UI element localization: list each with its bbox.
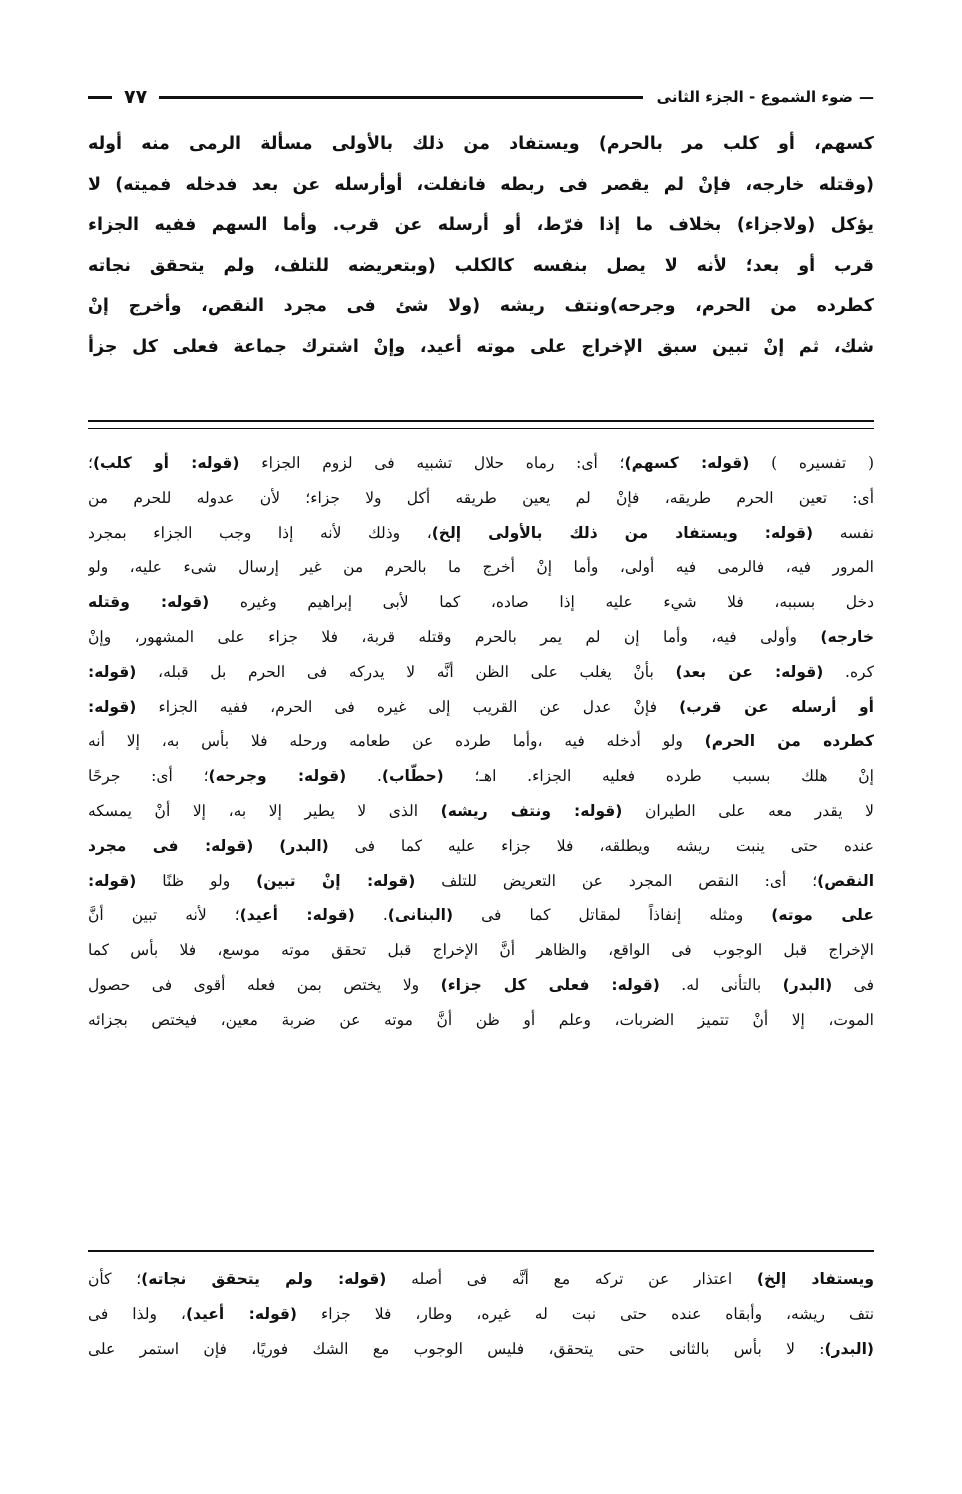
- quoted-lemma: (قوله: ويستفاد من ذلك بالأولى إلخ): [431, 523, 814, 542]
- commentary-segment: عنده حتى ينبت ريشه ويطلقه، فلا جزاء عليه كما فى: [328, 836, 874, 855]
- commentary-line: [88, 620, 874, 655]
- commentary-segment: ؛ كأن: [88, 1270, 142, 1288]
- main-line: كسهم، أو كلب مر بالحرم) ويستفاد من ذلك بالأولى مسألة الرمى منه أوله: [88, 134, 874, 154]
- quoted-lemma: (قوله:: [88, 662, 137, 681]
- commentary-segment: ( تفسيره ): [749, 454, 874, 472]
- commentary-segment: أى: تعين الحرم طريقه، فإنْ لم يعين طريقه أكل ولا جزاء؛ لأن عدوله للحرم من: [88, 488, 874, 507]
- marginal-commentary-text: [88, 1262, 874, 1366]
- divider: [88, 1250, 874, 1252]
- quoted-lemma: (البنانى): [387, 906, 454, 925]
- main-line: (وقتله خارجه، فإنْ لم يقصر فى ربطه فانفلت، أوأرسله عن بعد فدخله فميته) لا: [88, 174, 874, 195]
- quoted-lemma: (حطّاب): [381, 767, 444, 786]
- quoted-lemma: (قوله: كسهم): [624, 454, 750, 472]
- commentary-segment: بأنْ يغلب على الظن أنَّه لا يدركه فى الحرم بل قبله،: [136, 662, 676, 681]
- quoted-lemma: (قوله: فى مجرد: [88, 836, 254, 855]
- commentary-line: [88, 516, 874, 551]
- quoted-lemma: (قوله: فعلى كل جزاء): [440, 975, 660, 994]
- quoted-lemma: (قوله:: [88, 871, 137, 890]
- commentary-segment: ؛ لأنه تبين أنَّ: [88, 906, 240, 925]
- commentary-line: [88, 724, 874, 759]
- page-number: ٧٧: [124, 86, 148, 108]
- quoted-lemma: كطرده من الحرم): [704, 732, 874, 751]
- main-text: [88, 124, 874, 367]
- quoted-lemma: أو أرسله عن قرب): [679, 697, 874, 716]
- commentary-segment: فإنْ عدل عن القريب إلى غيره فى الحرم، ففيه الجزاء: [136, 697, 680, 716]
- commentary-segment: اعتذار عن تركه مع أنَّه فى أصله: [386, 1270, 757, 1288]
- main-line: يؤكل (ولاجزاء) بخلاف ما إذا فرّط، أو أرسله عن قرب. وأما السهم ففيه الجزاء: [88, 215, 874, 235]
- commentary-line: [88, 864, 874, 899]
- commentary-line: [88, 759, 874, 794]
- main-line: شك، ثم إنْ تبين سبق الإخراج على موته أعيد، وإنْ اشترك جماعة فعلى كل جزأ: [88, 336, 874, 357]
- commentary-segment: [253, 837, 279, 855]
- commentary-line: [88, 1003, 874, 1038]
- quoted-lemma: على موته): [771, 906, 874, 925]
- quoted-lemma: (قوله: أعيد): [185, 1304, 298, 1323]
- quoted-lemma: (قوله: أعيد): [239, 906, 355, 925]
- commentary-segment: الذى لا يطير إلا به، إلا أنْ يمسكه: [88, 801, 441, 820]
- main-line: قرب أو بعد؛ لأنه لا يصل بنفسه كالكلب (وبتعريضه للتلف، ولم يتحقق نجاته: [88, 255, 874, 276]
- quoted-lemma: (البدر): [824, 1339, 874, 1358]
- quoted-lemma: النقص): [817, 871, 874, 890]
- quoted-lemma: (قوله:: [88, 697, 137, 716]
- commentary-line: [88, 446, 874, 481]
- commentary-segment: ولو أدخله فيه ،وأما طرده عن طعامه ورحله فلا بأس به، إلا أنه: [88, 732, 705, 751]
- commentary-segment: ؛ أى: جرحًا: [88, 767, 209, 786]
- commentary-line: [88, 481, 874, 516]
- commentary-segment: ، وذلك لأنه إذا وجب الجزاء بمجرد: [88, 523, 432, 542]
- quoted-lemma: (قوله: وقتله: [88, 593, 210, 612]
- quoted-lemma: ويستفاد إلخ): [756, 1270, 874, 1288]
- header-dash: [88, 96, 112, 99]
- main-line: كطرده من الحرم، وجرحه)ونتف ريشه (ولا شئ فى مجرد النقص، وأخرج إنْ: [88, 296, 874, 316]
- commentary-segment: ؛ أى: رماه حلال تشبيه فى لزوم الجزاء: [239, 454, 625, 472]
- commentary-line: [88, 829, 874, 864]
- quoted-lemma: (البدر): [279, 836, 329, 855]
- commentary-segment: ولو ظنًا: [136, 871, 257, 890]
- running-header: [88, 82, 874, 112]
- header-rule: [159, 96, 642, 99]
- commentary-segment: نتف ريشه، وأبقاه عنده حتى نبت له غيره، وطار، فلا جزاء: [297, 1304, 874, 1323]
- quoted-lemma: (قوله: ولم يتحقق نجاته): [141, 1270, 387, 1288]
- commentary-line: [88, 550, 874, 585]
- quoted-lemma: (قوله: عن بعد): [675, 662, 824, 681]
- double-divider: [88, 420, 874, 429]
- book-title: — ضوء الشموع - الجزء الثانى: [643, 88, 874, 106]
- marginal-line: [88, 1262, 874, 1297]
- commentary-segment: ولا يختص بمن فعله أقوى فى حصول: [88, 975, 441, 994]
- commentary-segment: .: [346, 767, 382, 786]
- quoted-lemma: (قوله: ونتف ريشه): [440, 801, 623, 820]
- commentary-line: [88, 794, 874, 829]
- quoted-lemma: (قوله: أو كلب): [92, 454, 240, 472]
- quoted-lemma: خارجه): [820, 627, 874, 646]
- marginal-line: [88, 1297, 874, 1332]
- marginal-line: [88, 1332, 874, 1367]
- commentary-line: [88, 655, 874, 690]
- commentary-segment: ، ولذا فى: [88, 1304, 186, 1323]
- quoted-lemma: (قوله: إنْ تبين): [256, 871, 416, 890]
- commentary-segment: لا يقدر معه على الطيران: [622, 801, 874, 820]
- commentary-segment: كره.: [823, 662, 874, 681]
- commentary-segment: الإخراج قبل الوجوب فى الواقع، والظاهر أنَّ الإخراج قبل تحقق موته موسع، فلا بأس كما: [88, 941, 874, 960]
- commentary-segment: فى: [832, 975, 874, 994]
- commentary-segment: بالتأنى له.: [659, 975, 783, 994]
- commentary-segment: ومثله إنفاذاً لمقاتل كما فى: [453, 906, 772, 925]
- commentary-segment: .: [354, 906, 388, 925]
- commentary-line: [88, 585, 874, 620]
- commentary-segment: الموت، إلا أنْ تتميز الضربات، وعلم أو ظن أنَّ موته عن ضربة معين، فيختص بجزائه: [88, 1010, 874, 1029]
- commentary-segment: المرور فيه، فالرمى فيه أولى، وأما إنْ أخرج ما بالحرم من غير إرسال شىء عليه، ولو: [88, 558, 874, 577]
- commentary-line: [88, 968, 874, 1003]
- commentary-text: [88, 446, 874, 1038]
- commentary-segment: ؛: [88, 454, 93, 472]
- commentary-segment: وأولى فيه، وأما إن لم يمر بالحرم وقتله قربة، فلا جزاء على المشهور، وإنْ: [88, 627, 821, 646]
- commentary-line: [88, 690, 874, 725]
- commentary-segment: دخل بسببه، فلا شيء عليه إذا صاده، كما لأبى إبراهيم وغيره: [209, 593, 874, 612]
- commentary-line: [88, 898, 874, 933]
- commentary-segment: نفسه: [813, 523, 874, 542]
- quoted-lemma: (البدر): [782, 975, 833, 994]
- commentary-segment: إنْ هلك بسبب طرده فعليه الجزاء. اهـ؛: [443, 767, 874, 786]
- commentary-segment: ؛ أى: النقص المجرد عن التعريض للتلف: [415, 871, 818, 890]
- commentary-segment: : لا بأس بالثانى حتى يتحقق، فليس الوجوب مع الشك فوريًا، فإن استمر على: [88, 1339, 825, 1358]
- commentary-line: [88, 933, 874, 968]
- quoted-lemma: (قوله: وجرحه): [208, 767, 347, 786]
